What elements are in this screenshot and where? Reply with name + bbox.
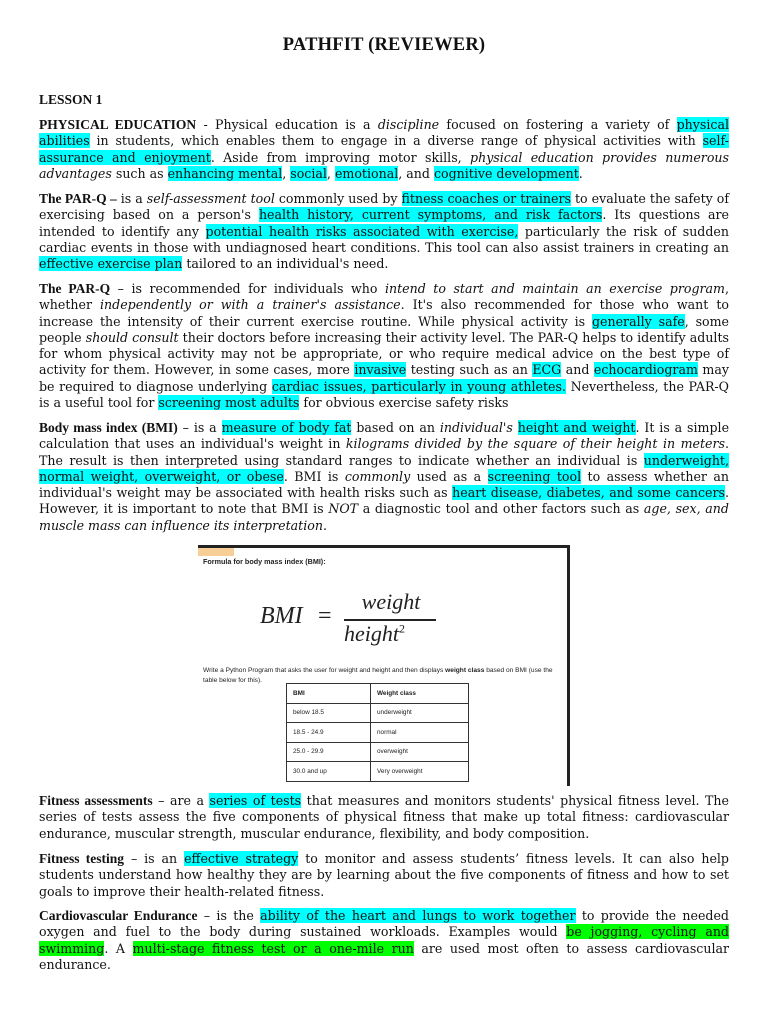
term-cardiovascular-endurance: Cardiovascular Endurance (39, 908, 198, 923)
highlight: cognitive development (433, 165, 579, 181)
highlight-green: be jogging, cycling and swimming (39, 924, 729, 956)
highlight: underweight, normal weight, overweight, or obese (39, 452, 729, 484)
highlight: potential health risks associated with exercise, (205, 223, 519, 239)
table-cell: below 18.5 (287, 703, 371, 723)
figure-border-top (198, 545, 570, 548)
paragraph-parq-definition: The PAR-Q – is a self-assessment tool commonly used by fitness coaches or trainers to evaluate the safety of exercising based on a person's health history, current symptoms, and risk factors. Its questions are intended to identify any potential health risks associated with exercise, particularly the risk of sudden cardiac events in those with undiagnosed heart conditions. This tool can also assist trainers in creating an effective exercise plan tailored to an individual's need. (39, 191, 730, 272)
table-cell: overweight (371, 742, 469, 762)
page-title: PATHFIT (REVIEWER) (282, 35, 486, 55)
formula-equals: = (318, 603, 332, 629)
highlight: heart disease, diabetes, and some cancers (452, 485, 725, 501)
term-parq: The PAR-Q – (39, 191, 117, 206)
highlight: series of tests (209, 793, 302, 808)
table-cell: underweight (371, 703, 469, 723)
table-header-weight-class: Weight class (371, 684, 469, 704)
figure-border-right (567, 545, 570, 786)
highlight: fitness coaches or trainers (401, 191, 571, 206)
table-cell: 25.0 - 29.9 (287, 742, 371, 762)
highlight: height and weight (517, 420, 636, 435)
paragraph-fitness-testing: Fitness testing – is an effective strategy to monitor and assess students’ fitness levels. It can also help students understand how healthy they are by learning about the five components of fitness and how to set goals to improve their health-related fitness. (39, 851, 729, 899)
highlight: screening most adults (158, 395, 300, 411)
figure-caption: Formula for body mass index (BMI): (203, 557, 326, 566)
paragraph-cardiovascular-endurance: Cardiovascular Endurance – is the ability of the heart and lungs to work together to provide the needed oxygen and fuel to the body during sustained workloads. Examples would be jogging, cycling and swimming. A multi-stage fitness test or a one-mile run are used most often to assess cardiovascular endurance. (39, 908, 729, 972)
figure-accent (198, 548, 234, 556)
table-cell: normal (371, 723, 469, 743)
table-header-row (287, 684, 469, 704)
paragraph-bmi: Body mass index (BMI) – is a measure of body fat based on an individual's height and weight. It is a simple calculation that uses an individual's weight in kilograms divided by the square of their height in meters. The result is then interpreted using standard ranges to indicate whether an individual is underweight, normal weight, overweight, or obese. BMI is commonly used as a screening tool to assess whether an individual's weight may be associated with health risks such as heart disease, diabetes, and some cancers. However, it is important to note that BMI is NOT a diagnostic tool and other factors such as age, sex, and muscle mass can influence its interpretation. (39, 420, 730, 533)
highlight: screening tool (487, 468, 582, 484)
table-row (287, 762, 469, 782)
highlight: generally safe (591, 313, 685, 329)
highlight: effective exercise plan (39, 256, 183, 272)
highlight: invasive (354, 362, 407, 378)
paragraph-physical-education: PHYSICAL EDUCATION - Physical education is a discipline focused on fostering a variety of physical abilities in students, which enables them to engage in a diverse range of physical activities with self-assurance and enjoyment. Aside from improving motor skills, physical education provides numerous advantages such as enhancing mental, social, emotional, and cognitive development. (39, 117, 729, 181)
paragraph-parq-recommendation: The PAR-Q – is recommended for individuals who intend to start and maintain an exercise program, whether independently or with a trainer's assistance. It's also recommended for those who want to increase the intensity of their current exercise routine. While physical activity is generally safe, some people should consult their doctors before increasing their activity level. The PAR-Q helps to identify adults for whom physical activity may not be appropriate, or who require medical advice on the best type of activity for them. However, in some cases, more invasive testing such as an ECG and echocardiogram may be required to diagnose underlying cardiac issues, particularly in young athletes. Nevertheless, the PAR-Q is a useful tool for screening most adults for obvious exercise safety risks (39, 281, 730, 411)
term-fitness-assessments: Fitness assessments (39, 793, 153, 808)
bmi-formula-figure (198, 545, 570, 786)
paragraph-fitness-assessments: Fitness assessments – are a series of tests that measures and monitors students' physical fitness level. The series of tests assess the five components of physical fitness that make up total fitness: cardiovascular endurance, muscular strength, muscular endurance, flexibility, and body composition. (39, 793, 729, 841)
table-cell: 30.0 and up (287, 762, 371, 782)
highlight: effective strategy (184, 851, 299, 866)
highlight: echocardiogram (593, 362, 698, 378)
highlight-green: multi-stage fitness test or a one-mile run (132, 940, 414, 956)
figure-instructions: Write a Python Program that asks the user for weight and height and then displays weight class based on BMI (use the table below for this). (203, 667, 553, 684)
highlight: cardiac issues, particularly in young athletes. (271, 378, 566, 394)
formula-exponent: 2 (399, 621, 405, 636)
bmi-weight-class-table (286, 683, 469, 782)
highlight: ability of the heart and lungs to work together (260, 908, 576, 923)
highlight: ECG (532, 362, 562, 378)
term-physical-education: PHYSICAL EDUCATION (39, 117, 197, 132)
formula-numerator: weight (361, 589, 421, 614)
table-row (287, 723, 469, 743)
formula-lhs: BMI (260, 603, 303, 629)
table-cell: 18.5 - 24.9 (287, 723, 371, 743)
highlight: emotional (334, 165, 399, 181)
term-parq: The PAR-Q (39, 281, 111, 296)
term-bmi: Body mass index (BMI) (39, 420, 178, 435)
term-fitness-testing: Fitness testing (39, 851, 125, 866)
highlight: physical abilities (39, 117, 729, 149)
table-header-bmi: BMI (287, 684, 371, 704)
lesson-heading: LESSON 1 (39, 92, 103, 107)
table-row (287, 703, 469, 723)
table-row (287, 742, 469, 762)
highlight: enhancing mental (167, 165, 283, 181)
highlight: health history, current symptoms, and risk factors (258, 207, 603, 223)
highlight: self-assurance and enjoyment (39, 133, 729, 165)
formula-denominator: height$^2$ (344, 621, 405, 646)
bmi-formula (260, 587, 460, 651)
table-cell: Very overweight (371, 762, 469, 782)
highlight: measure of body fat (221, 420, 352, 435)
highlight: social (290, 165, 327, 181)
